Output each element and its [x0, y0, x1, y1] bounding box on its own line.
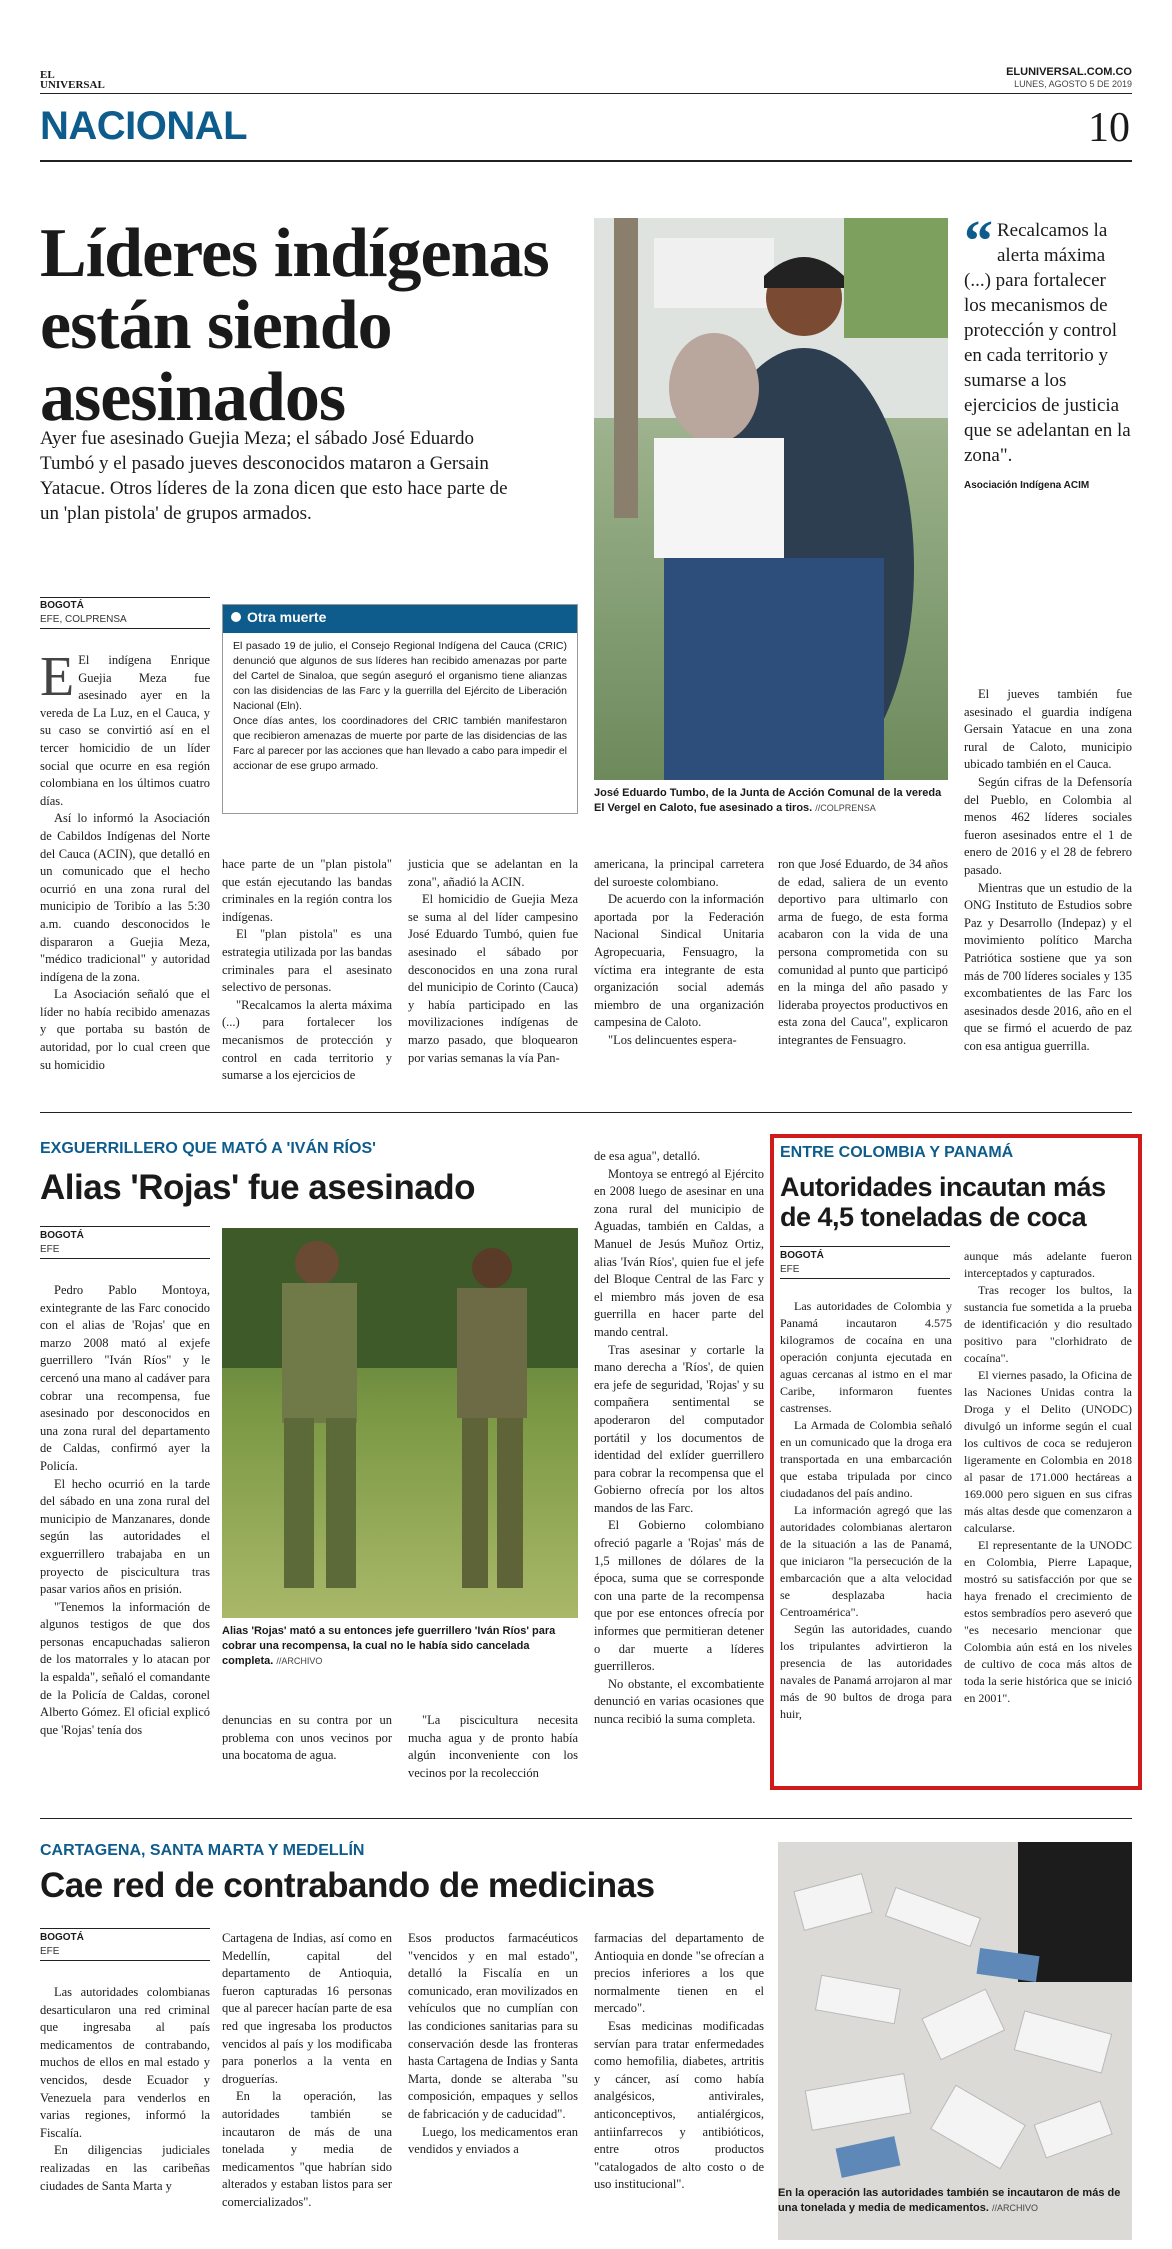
quote-icon: “ — [964, 208, 993, 273]
byline-rule-bottom — [40, 628, 210, 629]
photo-medicine-boxes — [778, 1842, 1132, 2240]
photo-medicinas — [778, 1842, 1132, 2240]
photo-caption-1: José Eduardo Tumbo, de la Junta de Acción Comunal de la vereda El Vergel en Caloto, fue asesinado a tiros. //COLPRENSA — [594, 787, 942, 814]
byline-rule-3 — [780, 1246, 950, 1247]
bullet-icon — [231, 612, 241, 622]
byline-rule-2b — [40, 1258, 210, 1259]
headline-coca: Autoridades incautan más de 4,5 toneladas de coca — [780, 1172, 1106, 1232]
box-title: Otra muerte — [247, 609, 327, 625]
photo-caption-2: Alias 'Rojas' mató a su entonces jefe guerrillero 'Iván Ríos' para cobrar una recompensa, la cual no le había sido cancelada completa. //ARCHIVO — [222, 1625, 556, 1667]
photo-credit-1: //COLPRENSA — [815, 803, 876, 813]
story1-col4: americana, la principal carretera del suroeste colombiano. De acuerdo con la información aportada por la Federación Nacional Sindical Unitaria Agropecuaria, Fensuagro, la víctima era integrante de esta organización social además miembro de una organización campesina de Caloto. "Los delincuentes espera- — [594, 857, 764, 1047]
quote-text: Recalcamos la alerta máxima (...) para fortalecer los mecanismos de protección y control en cada territorio y sumarse a los ejercicios de justicia que se adelantan en la zona". — [964, 220, 1131, 466]
issue-date: LUNES, AGOSTO 5 DE 2019 — [1014, 79, 1132, 89]
page-number: 10 — [1088, 105, 1130, 151]
headline-lideres: Líderes indígenas están siendo asesinados — [40, 215, 549, 436]
story4-col4: farmacias del departamento de Antioquia en donde "se ofrecían a precios inferiores a los que normalmente tienen en el mercado". Esas medicinas modificadas servían para tratar enfermedades como hemofilia, diabetes, artritis y cáncer, así como había analgésicos, antivirales, anticonceptivos, antialérgicos, antiinfarrecos y antibióticos, entre otros productos "catalogados de alto costo o de uso institucional". — [594, 1931, 764, 2192]
byline-location-4: BOGOTÁ — [40, 1932, 84, 1943]
byline-location-3: BOGOTÁ — [780, 1250, 824, 1261]
photo-rojas — [222, 1228, 578, 1618]
section-title: NACIONAL — [40, 104, 248, 148]
story2-col3: "La piscicultura necesita mucha agua y de pronto había algún inconveniente con los vecinos por la recolección — [408, 1713, 578, 1780]
story4-col1: Las autoridades colombianas desarticularon una red criminal que ingresaba al país medicamentos de contrabando, muchos de ellos en mal estado y vencidos, desde Ecuador y Venezuela para venderlos en varias regiones, informó la Fiscalía. En diligencias judiciales realizadas en las caribeñas ciudades de Santa Marta y — [40, 1985, 210, 2193]
photo-credit-2: //ARCHIVO — [276, 1656, 323, 1666]
photo-jose-eduardo — [594, 218, 948, 780]
site-url[interactable]: ELUNIVERSAL.COM.CO — [1006, 66, 1132, 78]
story3-col2: aunque más adelante fueron interceptados y capturados. Tras recoger los bultos, la sustancia fue sometida a la prueba de identificación y dio resultado positivo para "clorhidrato de cocaína". El viernes pasado, la Oficina de las Naciones Unidas contra la Droga y el Delito (UNODC) divulgó un informe según el cual los cultivos de coca se redujeron ligeramente en Colombia en 2018 al pasar de 171.000 hectáreas a 169.000 pero siguen en sus cifras más altas desde que comenzaron a calcularse. El representante de la UNODC en Colombia, Pierre Lapaque, mostró su satisfacción por que se haya frenado el crecimiento de estos sembradíos pero aseveró que "es necesario mencionar que Colombia aún está en los niveles de cultivo de coca más altos de toda la serie histórica que se inició en 2001". — [964, 1249, 1132, 1705]
story3-col1: Las autoridades de Colombia y Panamá incautaron 4.575 kilogramos de cocaína en una operación conjunta ejecutada en aguas cercanas al istmo en el mar Caribe, informaron fuentes castrenses. La Armada de Colombia señaló en un comunicado que la droga era transportada en una embarcación que estaba tripulada por cinco ciudadanos del país andino. La información agregó que las autoridades colombianas alertaron de la situación a las de Panamá, que iniciaron "la persecución de la embarcación que a alta velocidad se desplazaba hacia Centroamérica". Según las autoridades, cuando los tripulantes advirtieron la presencia de las autoridades navales de Panamá arrojaron al mar más de 90 bultos de droga para huir, — [780, 1299, 952, 1721]
story-divider-2 — [40, 1818, 1132, 1819]
quote-source: Asociación Indígena ACIM — [964, 480, 1090, 491]
story4-col3: Esos productos farmacéuticos "vencidos y en mal estado", detalló la Fiscalía en un comunicado, eran movilizados en vehículos que no cumplían con las condiciones sanitarias para su conservación desde las fronteras hasta Cartagena de Indias y Santa Marta, donde se alteraba "su composición, empaques y sellos de fabricación y de caducidad". Luego, los medicamentos eran vendidos y enviados a — [408, 1931, 578, 2157]
byline-location-2: BOGOTÁ — [40, 1230, 84, 1241]
byline-rule-2 — [40, 1226, 210, 1227]
story2-col4: de esa agua", detalló. Montoya se entregó al Ejército en 2008 luego de asesinar en una zona rural del municipio de Aguadas, también en Caldas, a Manuel de Jesús Muñoz Ortiz, alias 'Iván Ríos', quien fue el jefe del Bloque Central de las Farc y el miembro más joven de esa guerrilla en hacer parte del mando central. Tras asesinar y cortarle la mano derecha a 'Ríos', de quien era jefe de seguridad, 'Rojas' y su compañera sentimental se apoderaron del computador portátil y los documentos de identidad del exlíder guerrillero para cobrar la recompensa que el Gobierno ofrecía por los altos mandos de las Farc. El Gobierno colombiano ofreció pagarle a 'Rojas' más de 1,5 millones de dólares de la época, suma que se corresponde con una parte de la recompensa que por ese entonces ofrecía por informes que permitieran detener o dar muerte a líderes guerrilleros. No obstante, el excombatiente denunció en varias ocasiones que nunca recibió la suma completa. — [594, 1149, 764, 1726]
byline-agency: EFE, COLPRENSA — [40, 614, 127, 625]
byline-rule-3b — [780, 1278, 950, 1279]
kicker-coca: ENTRE COLOMBIA Y PANAMÁ — [780, 1144, 1014, 1161]
byline-location: BOGOTÁ — [40, 600, 84, 611]
story-divider-1 — [40, 1112, 1132, 1113]
byline-agency-4: EFE — [40, 1946, 60, 1957]
kicker-medicinas: CARTAGENA, SANTA MARTA Y MEDELLÍN — [40, 1842, 365, 1859]
story1-col2: hace parte de un "plan pistola" que están ejecutando las bandas criminales en la región contra los indígenas. El "plan pistola" es una estrategia utilizada por las bandas criminales para el asesinato selectivo de personas. "Recalcamos la alerta máxima (...) para fortalecer los mecanismos de protección y control en cada territorio y sumarse a los ejercicios de — [222, 857, 392, 1083]
byline-rule — [40, 597, 210, 598]
byline-rule-4 — [40, 1928, 210, 1929]
sidebar-box-otra-muerte — [222, 604, 578, 814]
photo-soldiers — [222, 1228, 578, 1618]
byline-agency-3: EFE — [780, 1264, 800, 1275]
logo: EL UNIVERSAL — [40, 69, 105, 91]
story1-col3: justicia que se adelantan en la zona", añadió la ACIN. El homicidio de Guejia Meza se suma al del líder campesino José Eduardo Tumbó, quien fue asesinado el sábado por desconocidos en una zona rural del municipio de Corinto (Cauca) y había participado en las movilizaciones indígenas de marzo pasado, que bloquearon por varias semanas la vía Pan- — [408, 857, 578, 1065]
section-rule — [40, 160, 1132, 162]
kicker-rojas: EXGUERRILLERO QUE MATÓ A 'IVÁN RÍOS' — [40, 1140, 376, 1157]
story1-col5: ron que José Eduardo, de 34 años de edad, saliera de un evento deportivo para ultimarlo con arma de fuego, de esta forma acabaron con la vida de una persona comprometida con su comunidad al punto que participó en la minga del año pasado y lideraba proyectos productivos en esta zona del Cauca", explicaron integrantes de Fensuagro. — [778, 857, 948, 1047]
byline-rule-4b — [40, 1960, 210, 1961]
story1-col1: E El indígena Enrique Guejia Meza fue asesinado ayer en la vereda de La Luz, en el Cauca, y su caso se convirtió así en el tercer homicidio de un líder social que ocurre en esa región colombiana en los últimos cuatro días. Así lo informó la Asociación de Cabildos Indígenas del Norte del Cauca (ACIN), que detalló en un comunicado que el hecho ocurrió en una zona rural del municipio de Toribío a las 5:30 a.m. cuando desconocidos le dispararon a Guejia Meza, "médico tradicional" y autoridad indígena de la zona. La Asociación señaló que el líder no había recibido amenazas y que portaba su bastón de autoridad, por lo cual creen que su homicidio — [40, 646, 210, 1072]
headline-medicinas: Cae red de contrabando de medicinas — [40, 1866, 655, 1905]
deck-lideres: Ayer fue asesinado Guejia Meza; el sábado José Eduardo Tumbó y el pasado jueves desconocidos mataron a Gersain Yatacue. Otros líderes de la zona dicen que esto hace parte de un 'plan pistola' de grupos armados. — [40, 428, 508, 524]
story2-col2: denuncias en su contra por un problema con unos vecinos por una bocatoma de agua. — [222, 1713, 392, 1763]
box-header — [223, 605, 577, 633]
photo-credit-4: //ARCHIVO — [991, 2203, 1038, 2213]
masthead-rule — [40, 93, 1132, 94]
photo-caption-4: En la operación las autoridades también se incautaron de más de una tonelada y media de medicamentos. //ARCHIVO — [778, 2187, 1121, 2214]
byline-agency-2: EFE — [40, 1244, 60, 1255]
pull-quote — [964, 208, 1132, 491]
story1-col6: El jueves también fue asesinado el guardia indígena Gersain Yatacue en una zona rural de Caloto, municipio ubicado también en el Cauca. Según cifras de la Defensoría del Pueblo, en Colombia al menos 462 líderes sociales fueron asesinados entre el 1 de enero de 2016 y el 28 de febrero pasado. Mientras que un estudio de la ONG Instituto de Estudios sobre Paz y Desarrollo (Indepaz) y el movimiento político Marcha Patriótica sostiene que ya son más de 700 líderes sociales y 135 excombatientes de las Farc los asesinados desde 2016, año en el que se firmó el acuerdo de paz con esa antigua guerrilla. — [964, 687, 1132, 1053]
headline-rojas: Alias 'Rojas' fue asesinado — [40, 1168, 475, 1207]
story2-col1: Pedro Pablo Montoya, exintegrante de las Farc conocido con el alias de 'Rojas' que en marzo 2008 mató al exjefe guerrillero "Iván Ríos" y le cercenó una mano al cadáver para cobrar una recompensa, fue asesinado por desconocidos en una zona rural del departamento de Caldas, confirmó ayer la Policía. El hecho ocurrió en la tarde del sábado en una zona rural del municipio de Manzanares, donde según las autoridades el exguerrillero trabajaba en un proyecto de piscicultura tras pasar varios años en prisión. "Tenemos la información de algunos testigos de que dos personas encapuchadas salieron de los matorrales y lo atacan por la espalda", señaló el comandante de la Policía de Caldas, coronel Alberto Gómez. El oficial explicó que 'Rojas' tenía dos — [40, 1283, 210, 1737]
story4-col2: Cartagena de Indias, así como en Medellín, capital del departamento de Antioquia, fueron capturadas 16 personas que al parecer hacían parte de esa red que ingresaba los productos vencidos al país y los modificaba para ponerlos a la venta en droguerías. En la operación, las autoridades también se incautaron de más de una tonelada y media de medicamentos "que habrían sido alterados y estaban listos para ser comercializados". — [222, 1931, 392, 2209]
box-text: El pasado 19 de julio, el Consejo Regional Indígena del Cauca (CRIC) denunció que algunos de sus líderes han recibido amenazas por parte del Cartel de Sinaloa, que según aseguró el organismo tiene alianzas con las disidencias de las Farc y la guerrilla del Ejército de Liberación Nacional (Eln). Once días antes, los coordinadores del CRIC también manifestaron que recibieron amenazas de muerte por parte de las disidencias de las Farc al parecer por las acciones que han llevado a cabo para impedir el accionar de ese grupo armado. — [233, 640, 567, 772]
photo-illustration — [594, 218, 948, 780]
